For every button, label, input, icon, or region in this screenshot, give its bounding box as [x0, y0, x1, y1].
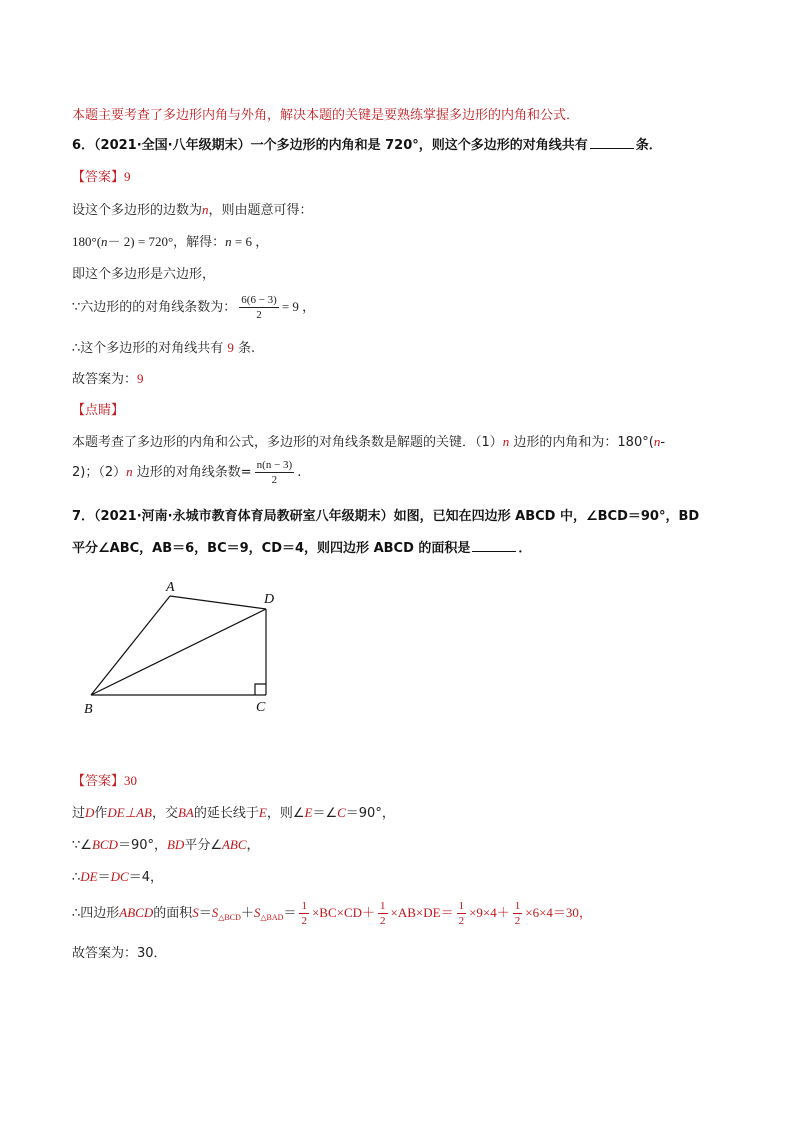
- fraction-denominator: 2: [271, 474, 278, 486]
- segment-ab: [91, 596, 170, 695]
- point-text: -: [660, 435, 666, 450]
- variable: E: [304, 805, 313, 820]
- solution-text: 过: [72, 806, 86, 821]
- segment-ad: [170, 596, 266, 609]
- solution-text: 180°(: [72, 234, 102, 249]
- variable: ABCD: [119, 905, 154, 920]
- intro-text: 本题主要考查了多边形内角与外角，解决本题的关键是要熟练掌握多边形的内角和公式．: [72, 108, 580, 123]
- point-label: 【点睛】: [72, 403, 125, 418]
- solution-text: ×6×4＝30，: [525, 905, 592, 920]
- variable: S: [211, 905, 219, 920]
- figure-lines: [91, 596, 266, 695]
- q6-source: （2021·全国·八年级期末）: [94, 138, 251, 153]
- value: 9: [227, 340, 234, 355]
- solution-text: ∴四边形: [72, 906, 120, 921]
- label-a: A: [166, 580, 175, 595]
- solution-text: ∴: [72, 870, 81, 885]
- solution-text: 的延长线于: [193, 806, 259, 821]
- fraction-numerator: 1: [301, 900, 307, 912]
- solution-text: ∴这个多边形的对角线共有: [72, 341, 228, 356]
- answer-label: 【答案】: [72, 170, 125, 185]
- q6-solution-line-3: 即这个多边形是六边形，: [72, 267, 216, 282]
- variable: n: [502, 434, 510, 449]
- variable: DE: [80, 869, 98, 884]
- fraction: [513, 899, 523, 928]
- fraction-numerator: 1: [514, 900, 521, 912]
- fraction-numerator: 1: [380, 900, 386, 912]
- subscript: △BCD: [218, 913, 241, 922]
- fraction-numerator: 6(6 − 3): [241, 294, 277, 306]
- solution-text: ，: [246, 838, 260, 853]
- q7-solution-line-3: [72, 866, 163, 885]
- solution-text: ，则由题意可得：: [208, 203, 313, 218]
- variable: n: [101, 234, 108, 249]
- solution-text: ×AB×DE＝: [390, 905, 454, 920]
- q7-solution-line-4: [72, 899, 592, 928]
- variable: n: [653, 434, 661, 449]
- fraction-denominator: 2: [380, 915, 386, 927]
- label-b: B: [84, 702, 93, 717]
- fraction-denominator: 2: [458, 915, 465, 927]
- fraction: [299, 899, 309, 928]
- solution-text: 作: [94, 806, 108, 821]
- q7-source: （2021·河南·永城市教育体育局教研室八年级期末）: [94, 509, 394, 524]
- answer-label: 【答案】: [72, 774, 125, 789]
- point-text: 本题考查了多边形的内角和公式，多边形的对角线条数是解题的关键．（1）: [72, 435, 503, 450]
- solution-text: ＝: [198, 906, 212, 921]
- q6-stem-end: 条．: [635, 138, 662, 153]
- variable: BD: [166, 837, 185, 852]
- point-text: 边形的对角线条数=: [132, 465, 252, 480]
- variable: S: [192, 905, 199, 920]
- solution-text: ，则∠: [266, 806, 305, 821]
- solution-text: ＝4，: [128, 870, 163, 885]
- variable: BA: [177, 805, 194, 820]
- solution-text: ＝90°，: [117, 838, 167, 853]
- point-text: 边形的内角和为：180°(: [509, 435, 654, 450]
- solution-text: 条.: [233, 341, 256, 356]
- solution-text: ＝: [283, 906, 297, 921]
- q7-number: 7．: [72, 509, 95, 524]
- q7-answer: [72, 770, 137, 789]
- area-term: [212, 905, 241, 920]
- point-text: .: [297, 465, 302, 480]
- fraction-denominator: 2: [256, 309, 262, 321]
- answer-value: 9: [124, 169, 131, 184]
- solution-text: ＝: [97, 870, 111, 885]
- variable: E: [258, 805, 267, 820]
- value: 9: [137, 371, 144, 386]
- variable: D: [85, 805, 95, 820]
- variable: DE⊥AB: [107, 805, 152, 820]
- q7-stem-text: 如图，已知在四边形 ABCD 中，∠BCD＝90°，BD: [393, 509, 700, 524]
- variable: n: [126, 464, 133, 479]
- solution-text: ＋: [240, 906, 254, 921]
- variable: n: [225, 234, 232, 249]
- fraction-denominator: 2: [514, 915, 521, 927]
- solution-text: － 2) = 720°，解得：: [107, 234, 226, 249]
- q6-stem-text: 一个多边形的内角和是 720°，则这个多边形的对角线共有: [250, 138, 588, 153]
- q7-solution-line-5: 故答案为：30．: [72, 946, 167, 961]
- label-c: C: [256, 700, 266, 715]
- answer-value: 30: [124, 773, 138, 788]
- q7-stem-text: 平分∠ABC，AB＝6，BC＝9，CD＝4，则四边形 ABCD 的面积是: [72, 541, 471, 556]
- label-d: D: [264, 592, 275, 607]
- variable: C: [337, 805, 346, 820]
- solution-text: = 6 ，: [231, 234, 269, 249]
- variable: ABC: [221, 837, 247, 852]
- solution-text: ，交: [151, 806, 178, 821]
- right-angle-mark: [255, 684, 266, 695]
- solution-text: 的面积: [153, 906, 193, 921]
- fraction-numerator: 1: [458, 900, 465, 912]
- q7-solution-line-2: [72, 834, 260, 853]
- solution-text: ＝∠: [312, 806, 338, 821]
- variable: n: [202, 202, 209, 217]
- solution-text: 设这个多边形的边数为: [72, 203, 203, 218]
- variable: BCD: [91, 837, 118, 852]
- solution-text: ∵∠: [72, 838, 92, 853]
- solution-text: = 9 ，: [281, 299, 316, 314]
- point-text: 2)；（2）: [72, 465, 127, 480]
- variable: S: [253, 905, 261, 920]
- fraction-denominator: 2: [301, 915, 307, 927]
- solution-text: ＝90°，: [345, 806, 395, 821]
- solution-text: ×9×4＋: [469, 905, 510, 920]
- solution-text: ×BC×CD＋: [311, 905, 376, 920]
- segment-bd: [91, 609, 266, 695]
- variable: DC: [110, 869, 129, 884]
- solution-text: ∵六边形的的对角线条数为：: [72, 300, 237, 315]
- fraction: [378, 899, 388, 928]
- q6-number: 6．: [72, 138, 95, 153]
- fraction: [457, 899, 467, 928]
- subscript: △BAD: [260, 913, 284, 922]
- solution-text: 平分∠: [184, 838, 222, 853]
- solution-text: 故答案为：: [72, 372, 138, 387]
- q7-stem-end: ．: [518, 541, 532, 556]
- q7-solution-line-1: [72, 802, 395, 821]
- area-term: [254, 905, 284, 920]
- fraction-numerator: n(n − 3): [256, 459, 293, 471]
